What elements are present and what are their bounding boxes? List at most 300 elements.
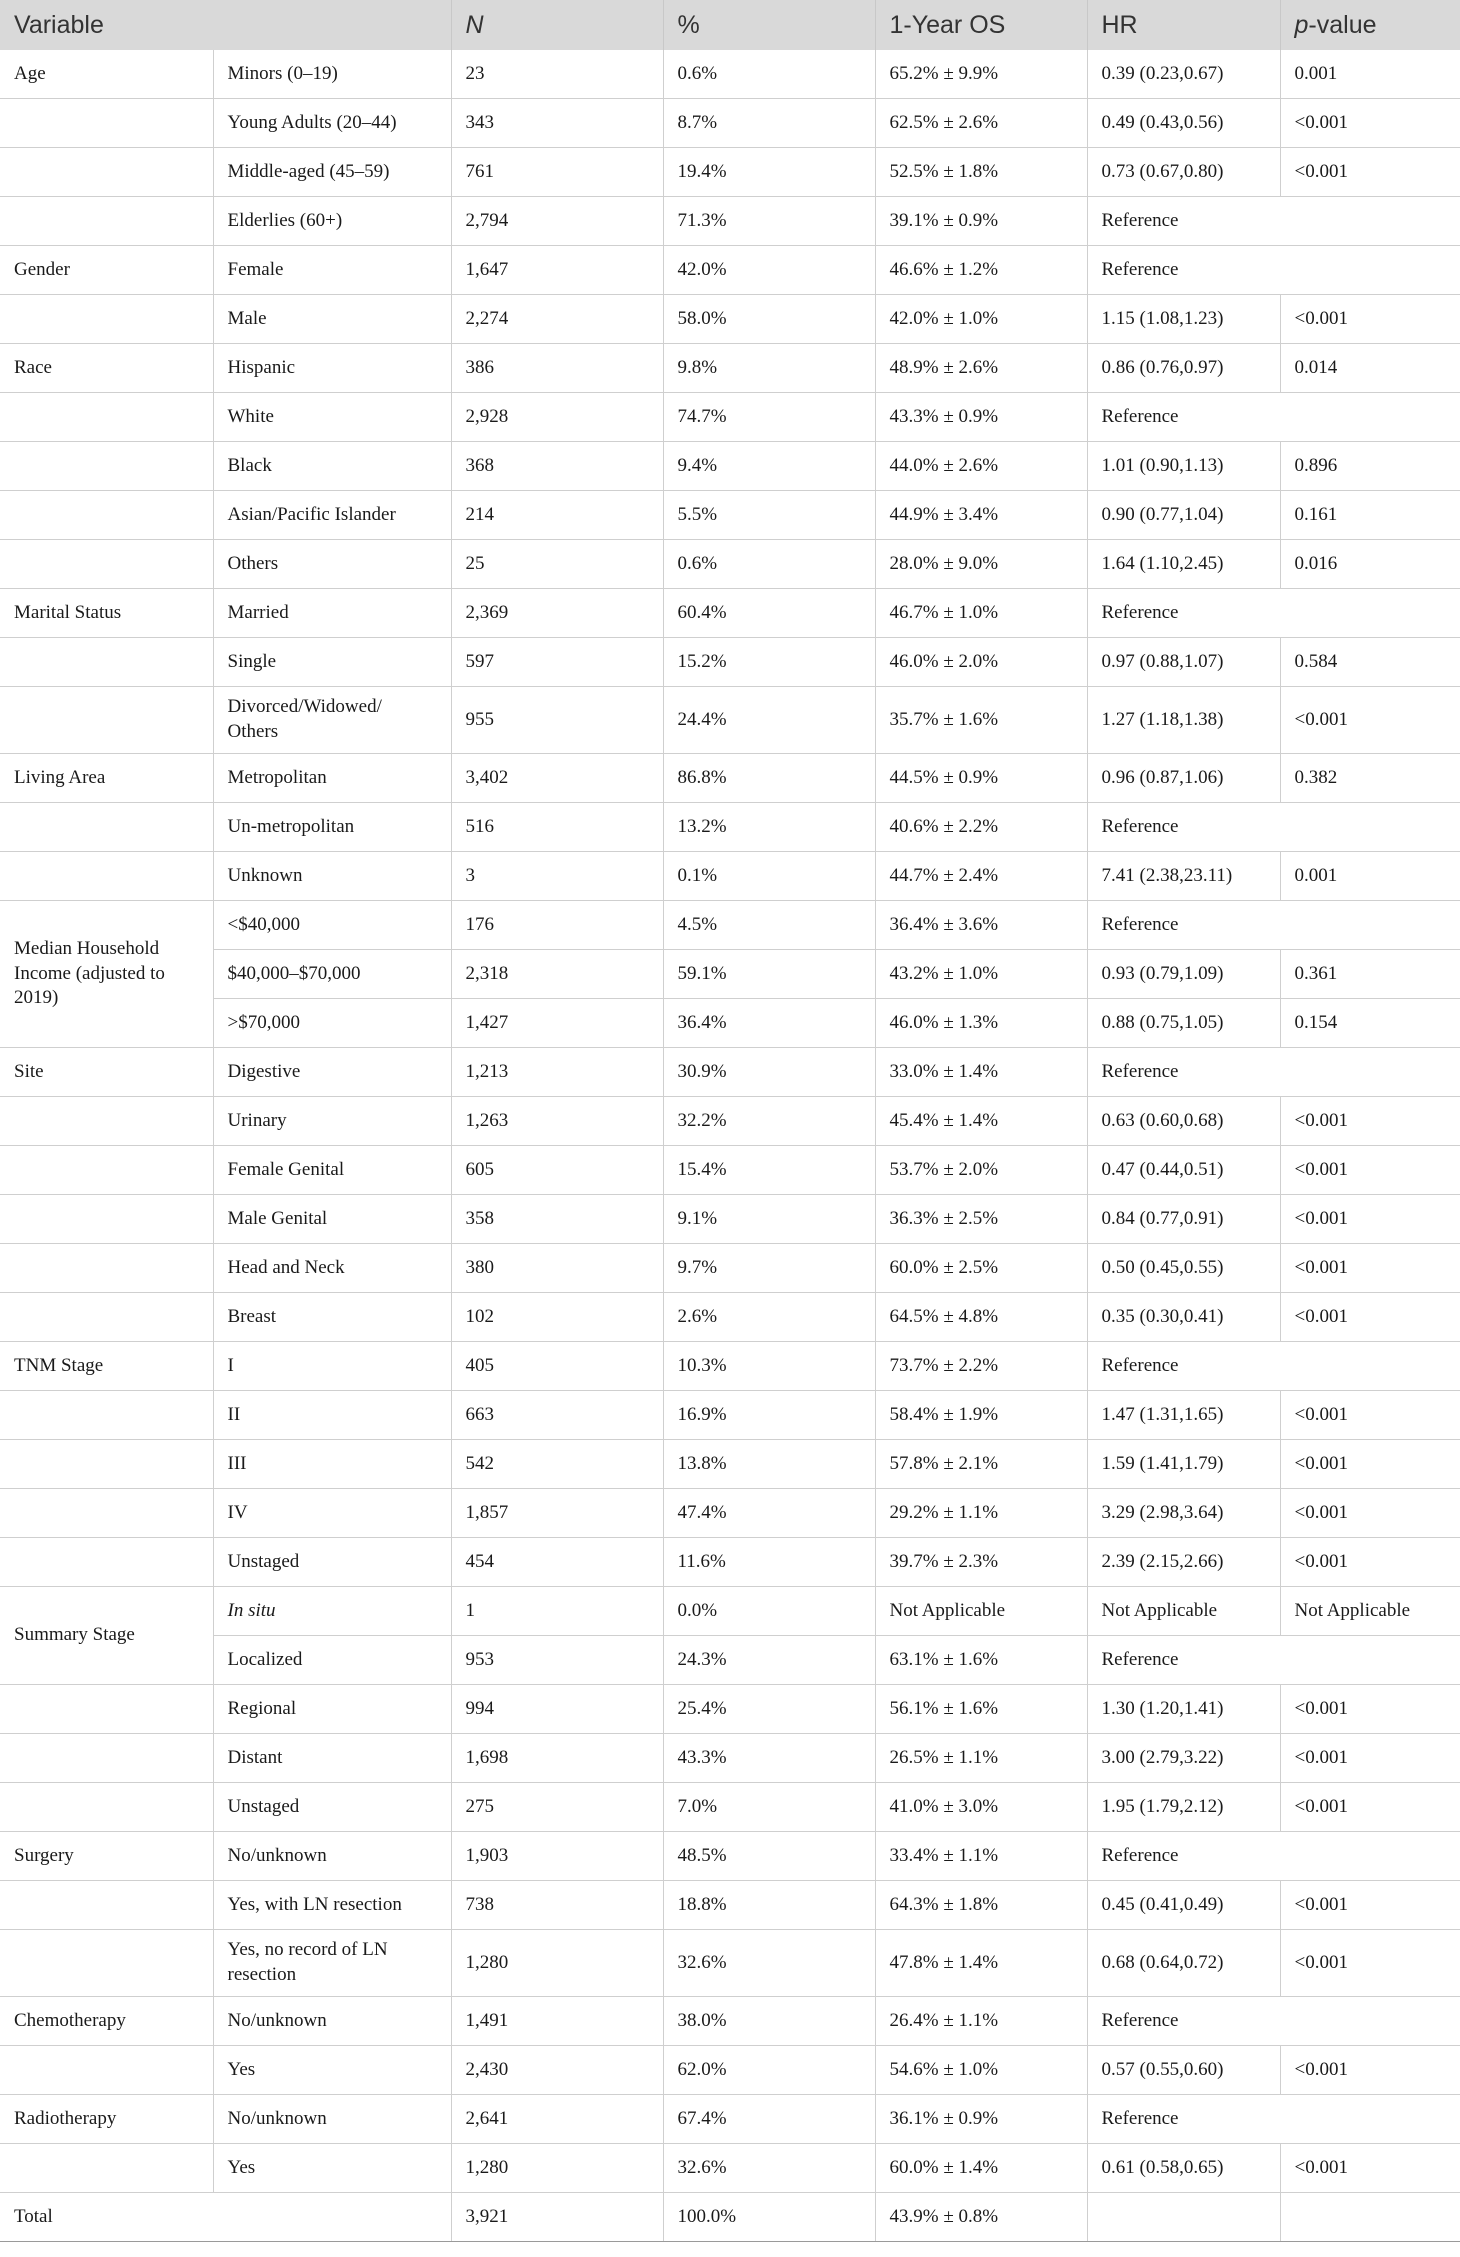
p-value-cell: <0.001 [1280,99,1460,148]
table-row [0,540,1460,589]
variable-cell [0,148,213,197]
n-cell: 2,928 [451,393,663,442]
subgroup-cell: Head and Neck [213,1244,451,1293]
p-value-cell: <0.001 [1280,1440,1460,1489]
os-cell: 54.6% ± 1.0% [875,2046,1087,2095]
header-n: N [451,0,663,50]
p-value-cell: <0.001 [1280,1293,1460,1342]
table-row [0,246,1460,295]
n-cell: 176 [451,901,663,950]
variable-cell [0,852,213,901]
table-row [0,950,1460,999]
hr-cell: Reference [1087,589,1280,638]
variable-cell [0,1195,213,1244]
variable-cell [0,540,213,589]
variable-cell: Marital Status [0,589,213,638]
hr-cell: 0.84 (0.77,0.91) [1087,1195,1280,1244]
os-cell: 26.4% ± 1.1% [875,1997,1087,2046]
table-row [0,901,1460,950]
percent-cell: 9.7% [663,1244,875,1293]
percent-cell: 24.3% [663,1636,875,1685]
os-cell: 73.7% ± 2.2% [875,1342,1087,1391]
n-cell: 1,857 [451,1489,663,1538]
table-row [0,2046,1460,2095]
hr-cell: Reference [1087,1342,1280,1391]
hr-cell: Reference [1087,1636,1280,1685]
p-value-cell: <0.001 [1280,1244,1460,1293]
p-value-cell: 0.154 [1280,999,1460,1048]
table-row [0,99,1460,148]
p-value-cell: <0.001 [1280,1783,1460,1832]
hr-cell: 0.47 (0.44,0.51) [1087,1146,1280,1195]
p-value-cell: 0.896 [1280,442,1460,491]
n-cell: 23 [451,50,663,99]
variable-cell [0,1783,213,1832]
p-value-cell: <0.001 [1280,1734,1460,1783]
table-row [0,1146,1460,1195]
table-row [0,1538,1460,1587]
percent-cell: 36.4% [663,999,875,1048]
subgroup-cell: Yes [213,2046,451,2095]
hr-cell: 0.63 (0.60,0.68) [1087,1097,1280,1146]
p-value-cell: <0.001 [1280,148,1460,197]
p-value-cell: 0.016 [1280,540,1460,589]
p-value-cell [1280,1048,1460,1097]
percent-cell: 0.0% [663,1587,875,1636]
header-variable: Variable [0,0,451,50]
percent-cell: 100.0% [663,2193,875,2242]
header-1year-os: 1-Year OS [875,0,1087,50]
hr-cell: 0.68 (0.64,0.72) [1087,1930,1280,1997]
p-value-cell [1280,901,1460,950]
os-cell: 46.6% ± 1.2% [875,246,1087,295]
hr-cell: 0.50 (0.45,0.55) [1087,1244,1280,1293]
subgroup-cell: Yes, with LN resection [213,1881,451,1930]
n-cell: 454 [451,1538,663,1587]
n-cell: 605 [451,1146,663,1195]
subgroup-cell: Hispanic [213,344,451,393]
percent-cell: 47.4% [663,1489,875,1538]
os-cell: 57.8% ± 2.1% [875,1440,1087,1489]
n-cell: 358 [451,1195,663,1244]
subgroup-cell: No/unknown [213,2095,451,2144]
n-cell: 2,369 [451,589,663,638]
p-value-cell: <0.001 [1280,2144,1460,2193]
variable-cell: Age [0,50,213,99]
os-cell: 47.8% ± 1.4% [875,1930,1087,1997]
p-value-cell [1280,1997,1460,2046]
variable-cell [0,2144,213,2193]
variable-cell [0,491,213,540]
table-row [0,50,1460,99]
variable-cell [0,1440,213,1489]
percent-cell: 10.3% [663,1342,875,1391]
percent-cell: 5.5% [663,491,875,540]
percent-cell: 59.1% [663,950,875,999]
percent-cell: 25.4% [663,1685,875,1734]
variable-cell: Surgery [0,1832,213,1881]
percent-cell: 32.6% [663,2144,875,2193]
n-cell: 516 [451,803,663,852]
os-cell: 44.5% ± 0.9% [875,754,1087,803]
variable-cell [0,1293,213,1342]
os-cell: 56.1% ± 1.6% [875,1685,1087,1734]
hr-cell: Reference [1087,393,1280,442]
percent-cell: 86.8% [663,754,875,803]
hr-cell: 1.27 (1.18,1.38) [1087,687,1280,754]
variable-cell: Median Household Income (adjusted to 2019) [0,901,213,1048]
subgroup-cell: Breast [213,1293,451,1342]
subgroup-cell: Localized [213,1636,451,1685]
variable-cell: Race [0,344,213,393]
variable-cell [0,1685,213,1734]
p-value-cell [1280,2193,1460,2242]
os-cell: Not Applicable [875,1587,1087,1636]
n-cell: 214 [451,491,663,540]
os-cell: 46.7% ± 1.0% [875,589,1087,638]
os-cell: 46.0% ± 2.0% [875,638,1087,687]
os-cell: 64.3% ± 1.8% [875,1881,1087,1930]
n-cell: 3,402 [451,754,663,803]
os-cell: 35.7% ± 1.6% [875,687,1087,754]
subgroup-cell: Asian/Pacific Islander [213,491,451,540]
variable-cell [0,197,213,246]
percent-cell: 58.0% [663,295,875,344]
n-cell: 953 [451,1636,663,1685]
hr-cell: 1.15 (1.08,1.23) [1087,295,1280,344]
p-value-cell: <0.001 [1280,1685,1460,1734]
subgroup-cell: Yes, no record of LN resection [213,1930,451,1997]
percent-cell: 74.7% [663,393,875,442]
percent-cell: 30.9% [663,1048,875,1097]
subgroup-cell: No/unknown [213,1832,451,1881]
variable-cell: Living Area [0,754,213,803]
hr-cell: Reference [1087,246,1280,295]
table-row [0,1587,1460,1636]
hr-cell: 0.93 (0.79,1.09) [1087,950,1280,999]
os-cell: 44.9% ± 3.4% [875,491,1087,540]
p-value-cell: <0.001 [1280,1391,1460,1440]
subgroup-cell: Metropolitan [213,754,451,803]
p-value-cell: <0.001 [1280,1930,1460,1997]
percent-cell: 16.9% [663,1391,875,1440]
p-value-cell: <0.001 [1280,295,1460,344]
table-body [0,50,1460,2242]
os-cell: 26.5% ± 1.1% [875,1734,1087,1783]
hr-cell: Reference [1087,803,1280,852]
table-row [0,1244,1460,1293]
p-value-cell: 0.361 [1280,950,1460,999]
hr-cell: 0.96 (0.87,1.06) [1087,754,1280,803]
hr-cell: 3.29 (2.98,3.64) [1087,1489,1280,1538]
hr-cell: 2.39 (2.15,2.66) [1087,1538,1280,1587]
n-cell: 1 [451,1587,663,1636]
variable-cell: Total [0,2193,451,2242]
table-row [0,197,1460,246]
table-row [0,1832,1460,1881]
variable-cell [0,99,213,148]
p-value-cell: <0.001 [1280,1146,1460,1195]
table-row [0,1636,1460,1685]
os-cell: 36.3% ± 2.5% [875,1195,1087,1244]
table-row [0,1097,1460,1146]
table-row [0,344,1460,393]
os-cell: 53.7% ± 2.0% [875,1146,1087,1195]
n-cell: 2,318 [451,950,663,999]
p-value-cell: Not Applicable [1280,1587,1460,1636]
hr-cell: 0.88 (0.75,1.05) [1087,999,1280,1048]
p-value-cell: 0.001 [1280,50,1460,99]
header-p-value: p-value [1294,10,1377,39]
percent-cell: 18.8% [663,1881,875,1930]
subgroup-cell: <$40,000 [213,901,451,950]
n-cell: 405 [451,1342,663,1391]
subgroup-cell: Unknown [213,852,451,901]
subgroup-cell: Female Genital [213,1146,451,1195]
percent-cell: 38.0% [663,1997,875,2046]
n-cell: 3,921 [451,2193,663,2242]
variable-cell [0,687,213,754]
subgroup-cell: Male Genital [213,1195,451,1244]
variable-cell: Site [0,1048,213,1097]
table-row [0,295,1460,344]
os-cell: 62.5% ± 2.6% [875,99,1087,148]
subgroup-cell: Elderlies (60+) [213,197,451,246]
percent-cell: 0.6% [663,540,875,589]
hr-cell: Reference [1087,1048,1280,1097]
n-cell: 1,263 [451,1097,663,1146]
n-cell: 275 [451,1783,663,1832]
os-cell: 52.5% ± 1.8% [875,148,1087,197]
os-cell: 60.0% ± 2.5% [875,1244,1087,1293]
subgroup-cell: Married [213,589,451,638]
variable-cell [0,638,213,687]
n-cell: 2,430 [451,2046,663,2095]
variable-cell [0,295,213,344]
percent-cell: 32.6% [663,1930,875,1997]
hr-cell: 0.57 (0.55,0.60) [1087,2046,1280,2095]
percent-cell: 15.4% [663,1146,875,1195]
hr-cell: Reference [1087,1832,1280,1881]
hr-cell: 0.73 (0.67,0.80) [1087,148,1280,197]
subgroup-cell: Black [213,442,451,491]
percent-cell: 48.5% [663,1832,875,1881]
hr-cell: 1.01 (0.90,1.13) [1087,442,1280,491]
variable-cell [0,1489,213,1538]
subgroup-cell: Regional [213,1685,451,1734]
os-cell: 45.4% ± 1.4% [875,1097,1087,1146]
variable-cell [0,1097,213,1146]
hr-cell: Reference [1087,2095,1280,2144]
n-cell: 542 [451,1440,663,1489]
total-row [0,2193,1460,2242]
p-value-cell [1280,1832,1460,1881]
p-value-cell: 0.382 [1280,754,1460,803]
table-row [0,852,1460,901]
table-row [0,2144,1460,2193]
table-row [0,1048,1460,1097]
n-cell: 2,794 [451,197,663,246]
n-cell: 994 [451,1685,663,1734]
subgroup-cell: $40,000–$70,000 [213,950,451,999]
variable-cell [0,1538,213,1587]
os-cell: 63.1% ± 1.6% [875,1636,1087,1685]
subgroup-cell: In situ [213,1587,451,1636]
p-value-cell [1280,2095,1460,2144]
os-cell: 40.6% ± 2.2% [875,803,1087,852]
os-cell: 44.7% ± 2.4% [875,852,1087,901]
table-row [0,638,1460,687]
percent-cell: 13.2% [663,803,875,852]
p-value-cell: <0.001 [1280,1195,1460,1244]
table-row [0,1783,1460,1832]
os-cell: 41.0% ± 3.0% [875,1783,1087,1832]
n-cell: 380 [451,1244,663,1293]
percent-cell: 9.4% [663,442,875,491]
subgroup-cell: Minors (0–19) [213,50,451,99]
hr-cell: 0.90 (0.77,1.04) [1087,491,1280,540]
subgroup-cell: II [213,1391,451,1440]
subgroup-cell: Female [213,246,451,295]
n-cell: 663 [451,1391,663,1440]
n-cell: 1,213 [451,1048,663,1097]
p-value-cell [1280,803,1460,852]
n-cell: 102 [451,1293,663,1342]
table-row [0,1195,1460,1244]
table-row [0,393,1460,442]
n-cell: 2,641 [451,2095,663,2144]
p-value-cell [1280,1636,1460,1685]
table-row [0,999,1460,1048]
subgroup-cell: Unstaged [213,1538,451,1587]
percent-cell: 67.4% [663,2095,875,2144]
hr-cell: 0.49 (0.43,0.56) [1087,99,1280,148]
os-cell: 28.0% ± 9.0% [875,540,1087,589]
hr-cell: 0.97 (0.88,1.07) [1087,638,1280,687]
os-cell: 39.7% ± 2.3% [875,1538,1087,1587]
variable-cell [0,393,213,442]
subgroup-cell: Yes [213,2144,451,2193]
p-value-cell: 0.161 [1280,491,1460,540]
percent-cell: 9.8% [663,344,875,393]
variable-cell [0,2046,213,2095]
n-cell: 2,274 [451,295,663,344]
os-cell: 43.9% ± 0.8% [875,2193,1087,2242]
os-cell: 42.0% ± 1.0% [875,295,1087,344]
p-value-cell: 0.001 [1280,852,1460,901]
subgroup-cell: IV [213,1489,451,1538]
hr-cell: 1.47 (1.31,1.65) [1087,1391,1280,1440]
table-row [0,1881,1460,1930]
table-row [0,1293,1460,1342]
subgroup-cell: Young Adults (20–44) [213,99,451,148]
percent-cell: 2.6% [663,1293,875,1342]
p-value-cell: <0.001 [1280,1881,1460,1930]
table-row [0,1391,1460,1440]
percent-cell: 24.4% [663,687,875,754]
hr-cell: 0.35 (0.30,0.41) [1087,1293,1280,1342]
subgroup-cell: >$70,000 [213,999,451,1048]
variable-cell: TNM Stage [0,1342,213,1391]
n-cell: 1,280 [451,2144,663,2193]
os-cell: 60.0% ± 1.4% [875,2144,1087,2193]
hr-cell: 1.30 (1.20,1.41) [1087,1685,1280,1734]
variable-cell [0,1734,213,1783]
os-cell: 43.2% ± 1.0% [875,950,1087,999]
p-value-cell [1280,197,1460,246]
p-value-cell: <0.001 [1280,687,1460,754]
table-row [0,491,1460,540]
p-value-cell: 0.584 [1280,638,1460,687]
n-cell: 955 [451,687,663,754]
hr-cell: Reference [1087,197,1280,246]
subgroup-cell: I [213,1342,451,1391]
hr-cell: 0.39 (0.23,0.67) [1087,50,1280,99]
p-value-cell [1280,1342,1460,1391]
os-cell: 65.2% ± 9.9% [875,50,1087,99]
subgroup-cell: Distant [213,1734,451,1783]
hr-cell: 0.86 (0.76,0.97) [1087,344,1280,393]
n-cell: 1,280 [451,1930,663,1997]
os-cell: 33.4% ± 1.1% [875,1832,1087,1881]
table-row [0,442,1460,491]
os-cell: 43.3% ± 0.9% [875,393,1087,442]
percent-cell: 62.0% [663,2046,875,2095]
n-cell: 3 [451,852,663,901]
percent-cell: 11.6% [663,1538,875,1587]
subgroup-cell: No/unknown [213,1997,451,2046]
os-cell: 39.1% ± 0.9% [875,197,1087,246]
n-cell: 738 [451,1881,663,1930]
table-row [0,754,1460,803]
percent-cell: 0.1% [663,852,875,901]
variable-cell [0,1244,213,1293]
subgroup-cell: Male [213,295,451,344]
table-row [0,589,1460,638]
percent-cell: 15.2% [663,638,875,687]
variable-cell: Gender [0,246,213,295]
hr-cell: 0.45 (0.41,0.49) [1087,1881,1280,1930]
variable-cell [0,1881,213,1930]
table-row [0,687,1460,754]
p-value-cell [1280,246,1460,295]
percent-cell: 42.0% [663,246,875,295]
variable-cell [0,803,213,852]
table-row [0,803,1460,852]
variable-cell [0,1146,213,1195]
variable-cell: Radiotherapy [0,2095,213,2144]
percent-cell: 7.0% [663,1783,875,1832]
subgroup-cell: Single [213,638,451,687]
subgroup-cell: Digestive [213,1048,451,1097]
header-hr: HR [1087,0,1280,50]
subgroup-cell: Others [213,540,451,589]
hr-cell: 0.61 (0.58,0.65) [1087,2144,1280,2193]
p-value-cell: 0.014 [1280,344,1460,393]
os-cell: 36.1% ± 0.9% [875,2095,1087,2144]
variable-cell: Chemotherapy [0,1997,213,2046]
hr-cell: 3.00 (2.79,3.22) [1087,1734,1280,1783]
p-value-cell: <0.001 [1280,1489,1460,1538]
n-cell: 1,698 [451,1734,663,1783]
percent-cell: 71.3% [663,197,875,246]
header-percent: % [663,0,875,50]
table-row [0,2095,1460,2144]
p-value-cell [1280,393,1460,442]
percent-cell: 9.1% [663,1195,875,1244]
n-cell: 597 [451,638,663,687]
table-row [0,1342,1460,1391]
